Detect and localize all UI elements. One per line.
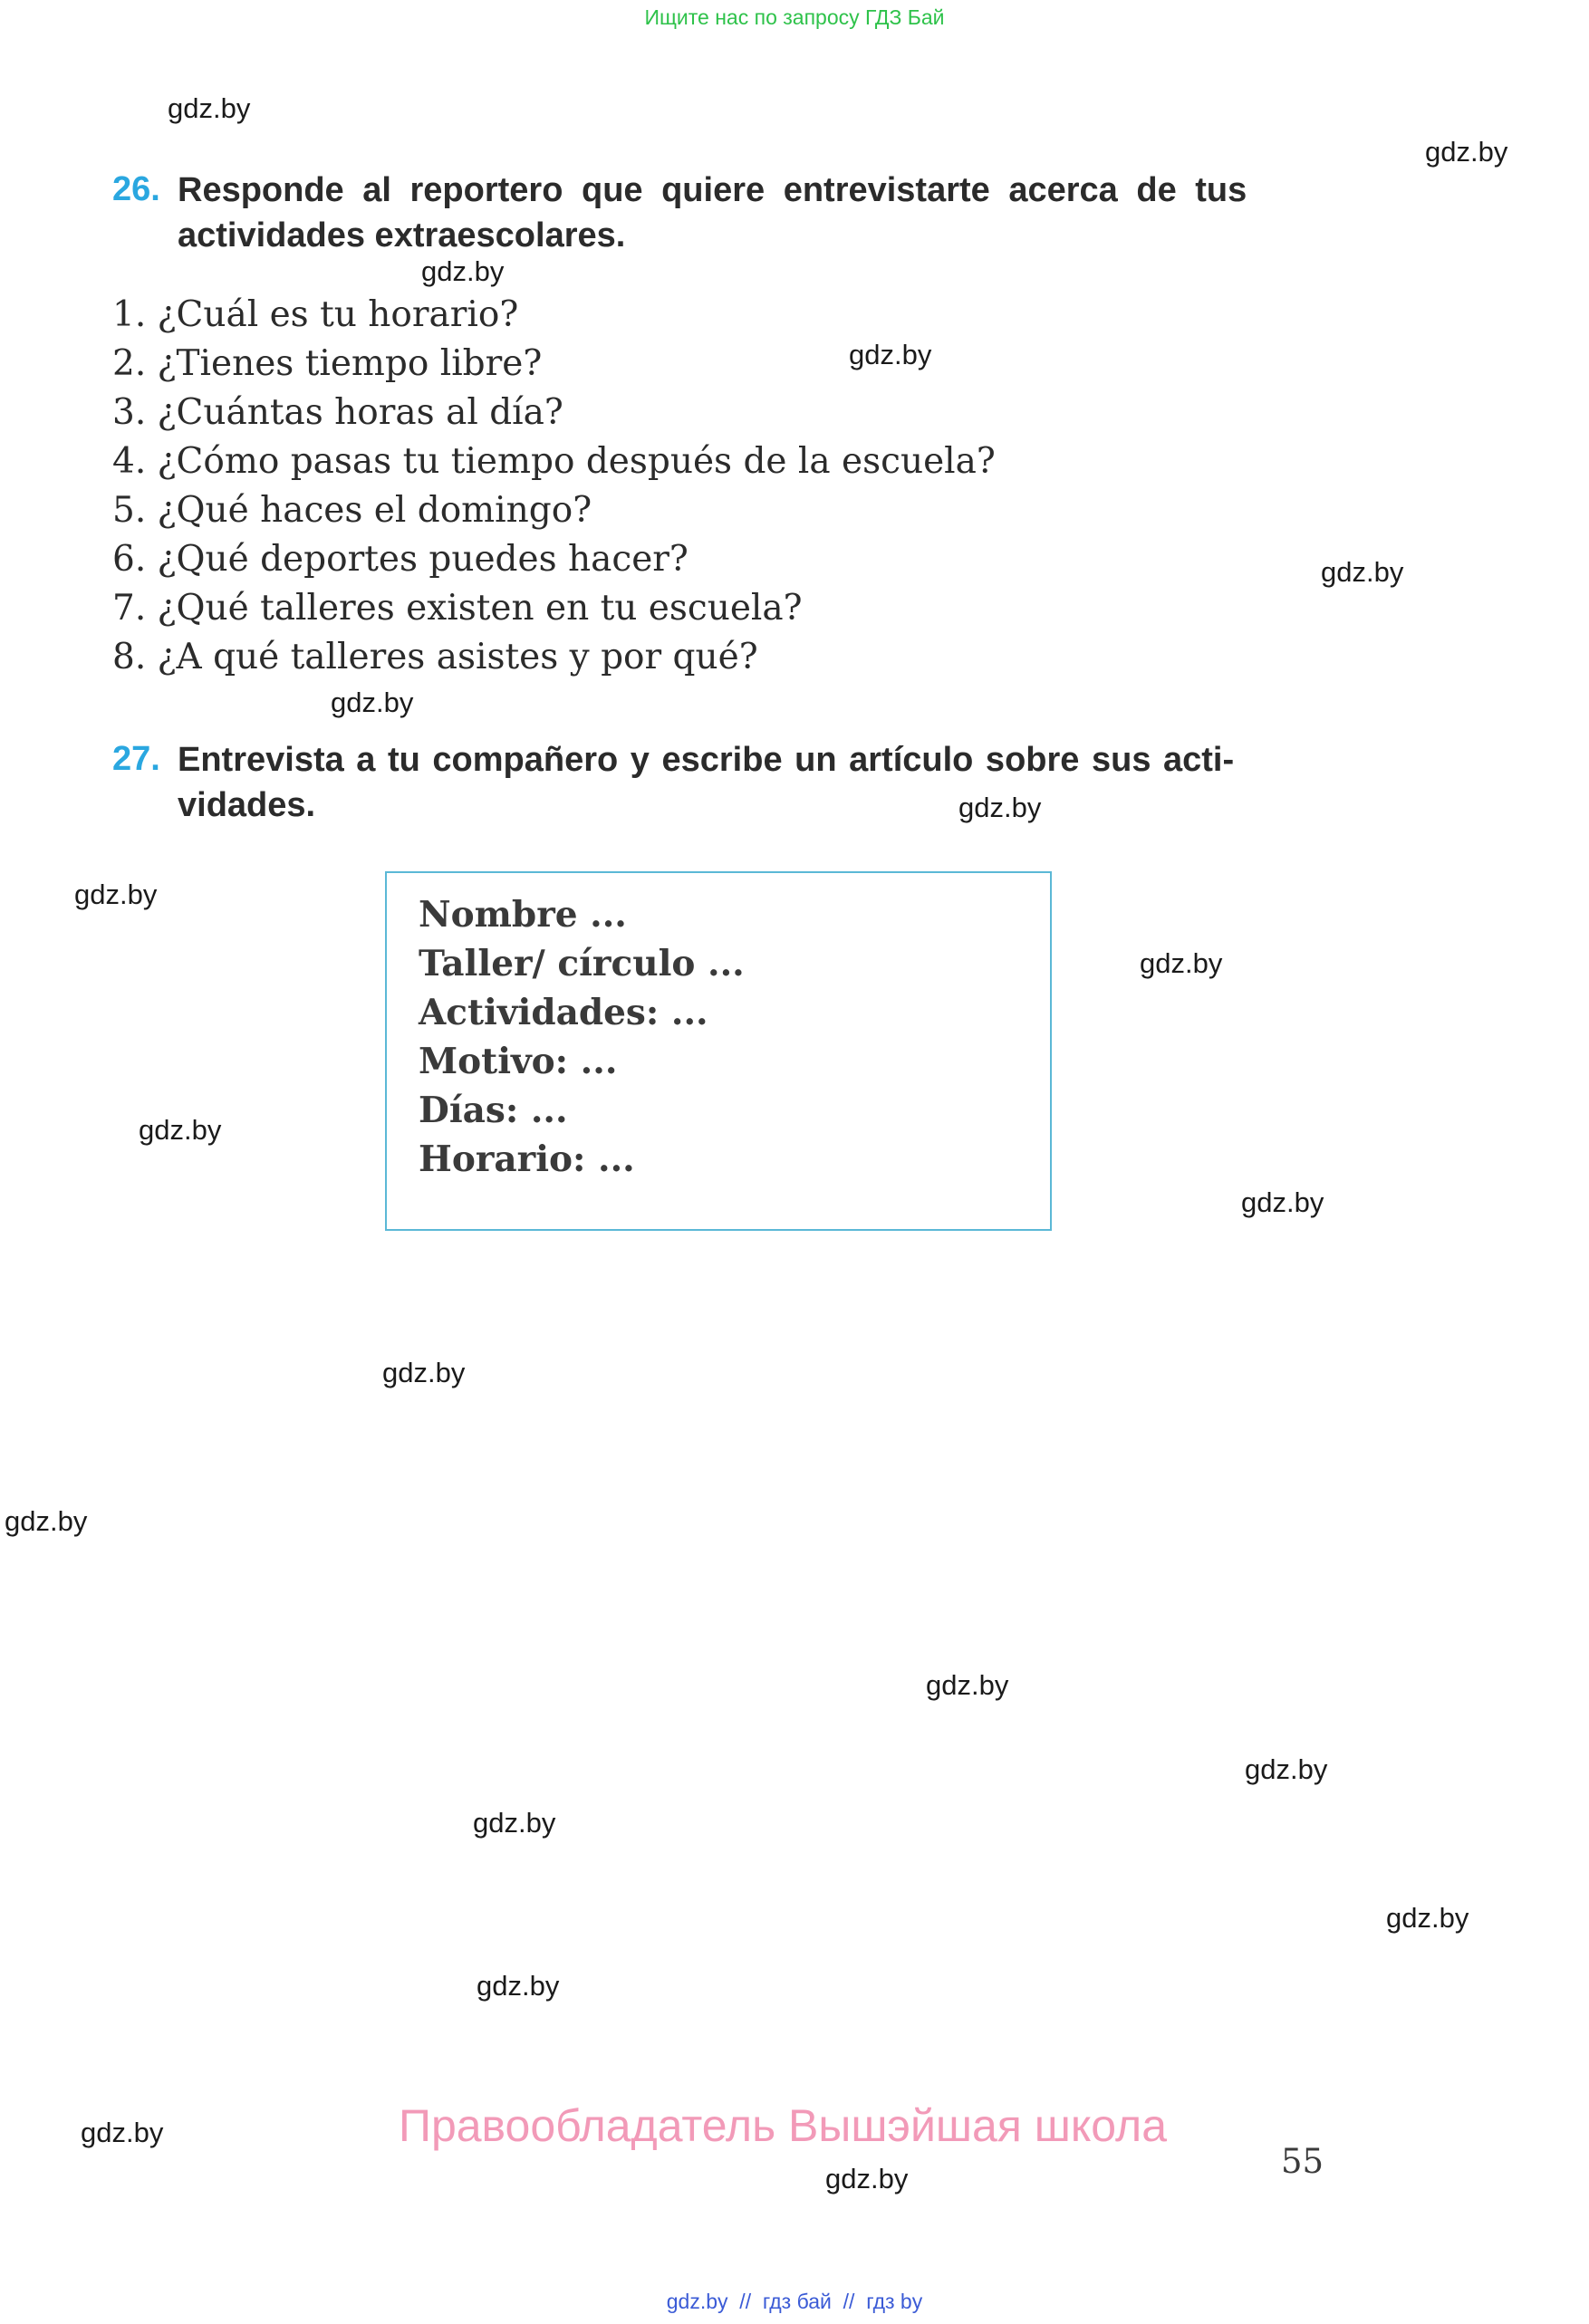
watermark: gdz.by: [1425, 136, 1508, 168]
footer-links[interactable]: gdz.by // гдз бай // гдз by: [666, 2290, 923, 2313]
question-item: 3. ¿Cuántas horas al día?: [112, 392, 563, 433]
exercise-27-instruction-line2: vidades.: [178, 786, 316, 824]
watermark: gdz.by: [958, 792, 1042, 823]
question-item: 6. ¿Qué deportes puedes hacer?: [112, 539, 689, 580]
exercise-27-number: 27.: [112, 740, 160, 778]
question-item: 5. ¿Qué haces el domingo?: [112, 490, 592, 531]
exercise-26-number: 26.: [112, 170, 160, 208]
exercise-26-instruction-line1: Responde al reportero que quiere entrevistarte acerca de tus: [178, 171, 1247, 209]
question-item: 4. ¿Cómo pasas tu tiempo después de la escuela?: [112, 441, 996, 482]
question-item: 1. ¿Cuál es tu horario?: [112, 294, 519, 335]
exercise-26-instruction-line2: actividades extraescolares.: [178, 216, 626, 254]
question-item: 7. ¿Qué talleres existen en tu escuela?: [112, 588, 803, 629]
watermark: gdz.by: [473, 1807, 556, 1839]
watermark: gdz.by: [421, 255, 505, 287]
card-line: Taller/ círculo ...: [419, 943, 745, 984]
question-item: 8. ¿A qué talleres asistes y por qué?: [112, 637, 758, 677]
watermark: gdz.by: [926, 1669, 1009, 1701]
card-line: Actividades: ...: [419, 992, 708, 1033]
watermark: gdz.by: [825, 2163, 909, 2194]
watermark: gdz.by: [81, 2117, 164, 2148]
copyright-notice: Правообладатель Вышэйшая школа: [399, 2100, 1167, 2151]
watermark: gdz.by: [1386, 1902, 1469, 1934]
top-banner: Ищите нас по запросу ГДЗ Бай: [644, 5, 945, 29]
card-line: Nombre ...: [419, 894, 627, 936]
exercise-27-instruction-line1: Entrevista a tu compañero y escribe un artículo sobre sus acti-: [178, 741, 1235, 779]
card-line: Horario: ...: [419, 1138, 635, 1180]
page-number: 55: [1281, 2142, 1324, 2181]
watermark: gdz.by: [849, 339, 932, 370]
watermark: gdz.by: [331, 687, 414, 718]
watermark: gdz.by: [1140, 947, 1223, 979]
card-line: Motivo: ...: [419, 1041, 618, 1082]
watermark: gdz.by: [139, 1114, 222, 1146]
watermark: gdz.by: [477, 1970, 560, 2002]
watermark: gdz.by: [1321, 556, 1404, 588]
question-item: 2. ¿Tienes tiempo libre?: [112, 343, 543, 384]
watermark: gdz.by: [5, 1505, 88, 1537]
watermark: gdz.by: [168, 92, 251, 124]
card-line: Días: ...: [419, 1090, 568, 1131]
watermark: gdz.by: [74, 879, 158, 910]
watermark: gdz.by: [1241, 1186, 1324, 1218]
watermark: gdz.by: [1245, 1753, 1328, 1785]
watermark: gdz.by: [382, 1357, 466, 1388]
